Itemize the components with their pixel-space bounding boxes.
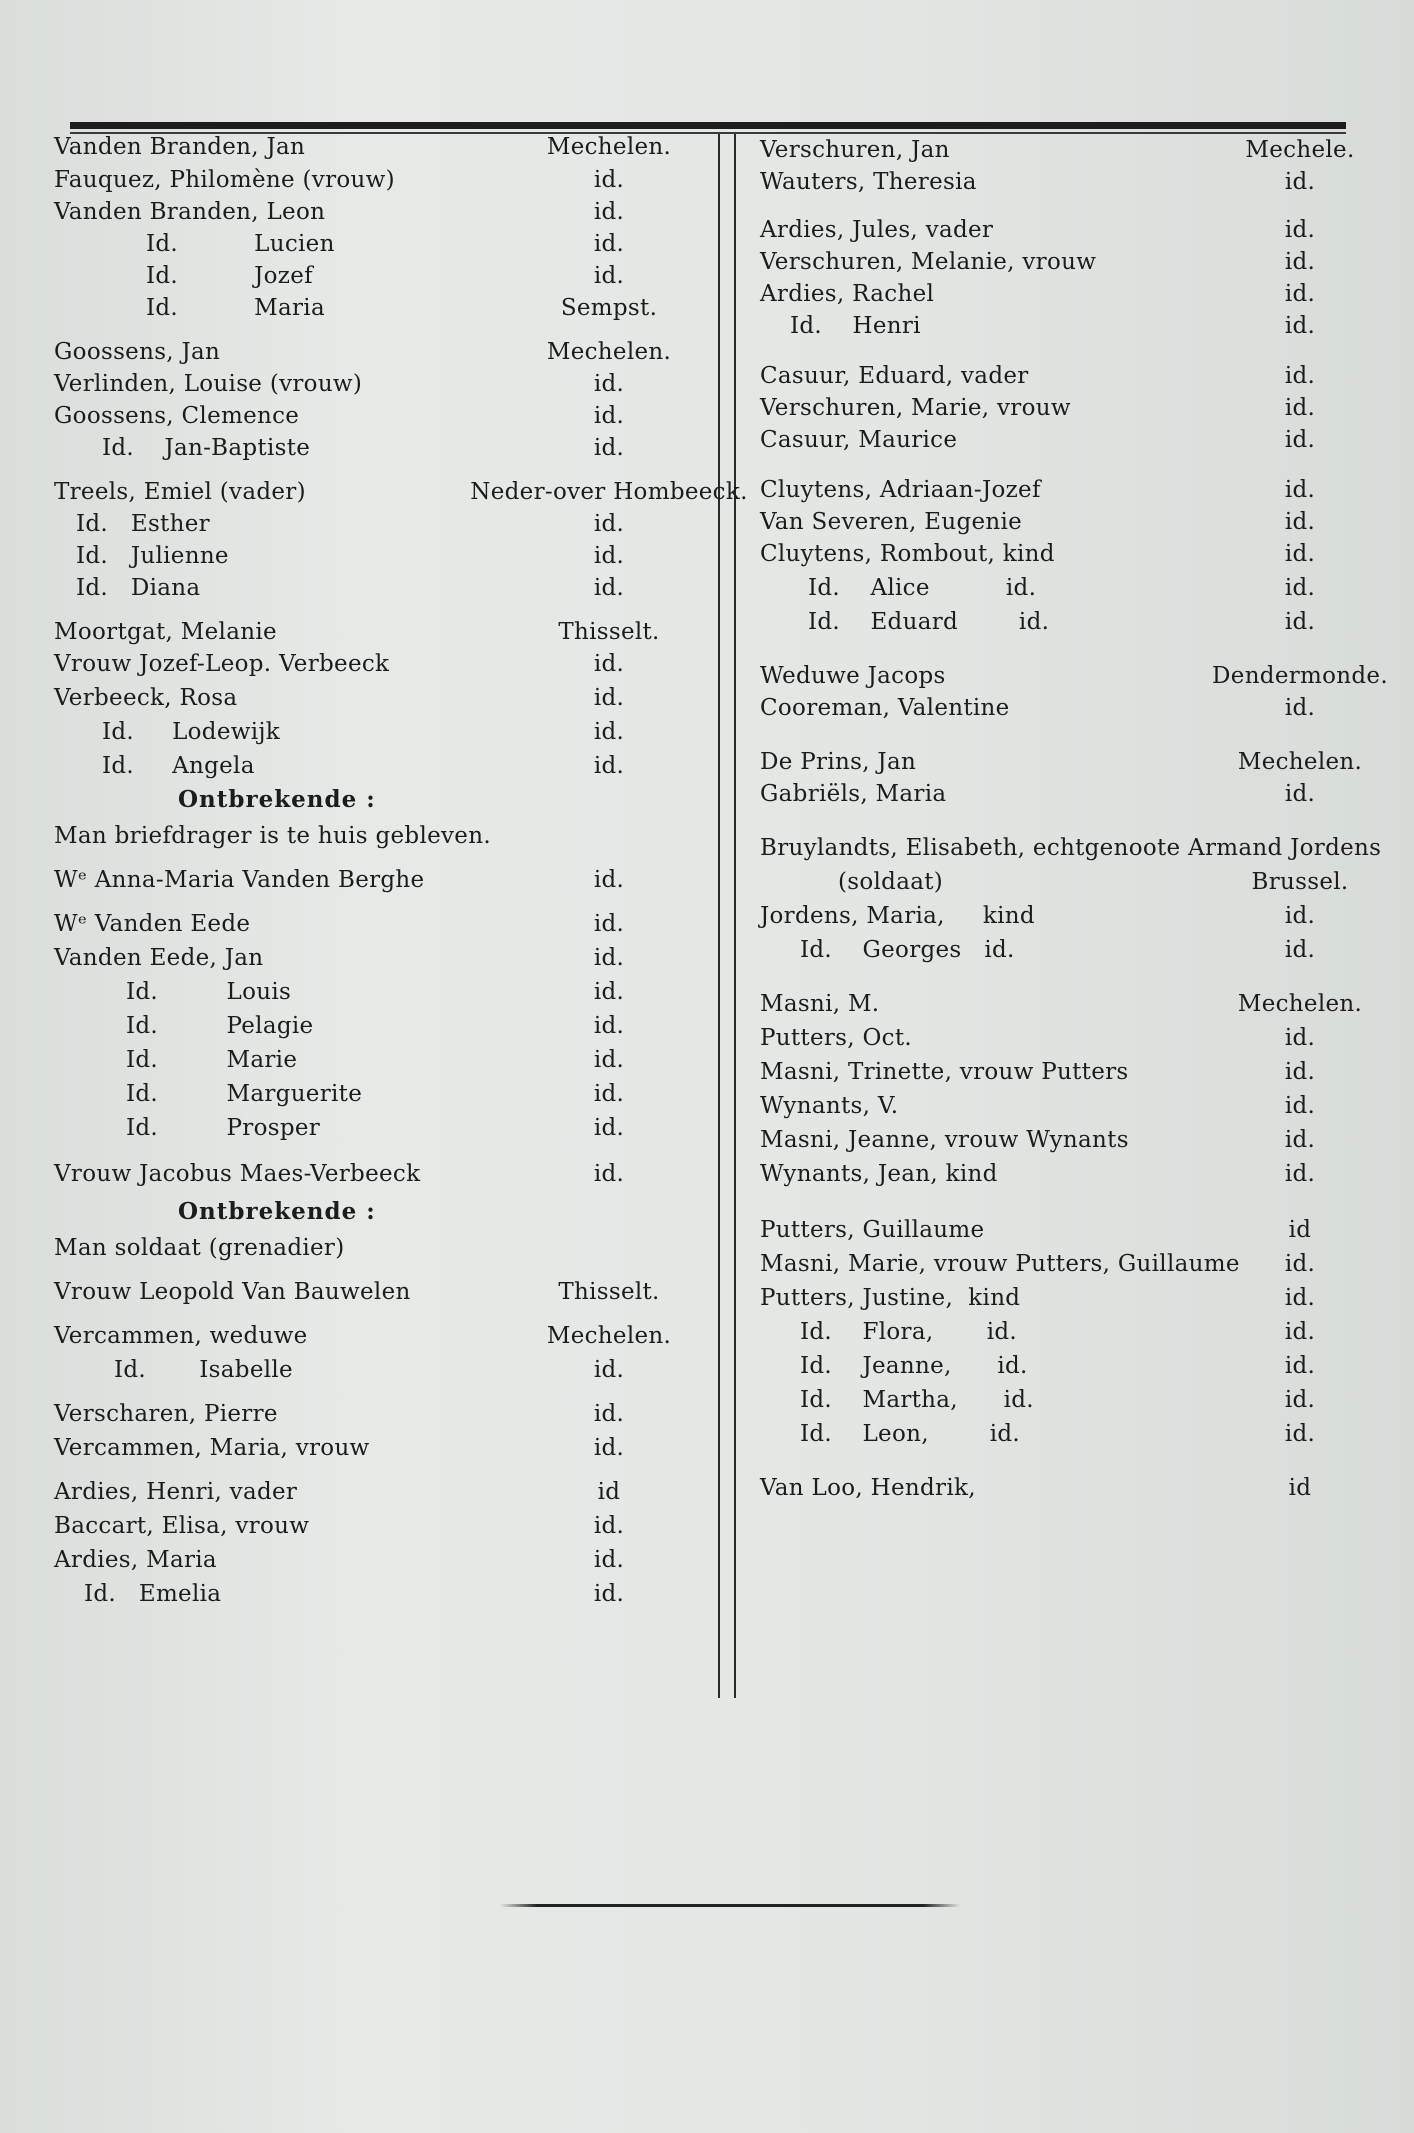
entry-name: Wynants, V.: [760, 1093, 899, 1119]
entry-row: [760, 310, 1380, 342]
entry-place: Mechelen.: [546, 339, 672, 365]
entry-row: [760, 692, 1380, 724]
entry-row: [54, 864, 684, 896]
entry-row: [54, 540, 684, 572]
entry-name: Id. Flora, id.: [800, 1319, 1018, 1345]
entry-name: Wynants, Jean, kind: [760, 1161, 998, 1187]
entry-name: Cluytens, Rombout, kind: [760, 541, 1055, 567]
entry-place: id.: [593, 719, 625, 745]
entry-place: id.: [1284, 695, 1316, 721]
entry-place: id.: [593, 403, 625, 429]
entry-place: id.: [1284, 903, 1316, 929]
entry-place: id.: [1284, 1319, 1316, 1345]
entry-row: [760, 134, 1380, 166]
entry-name: Id. Alice id.: [808, 575, 1037, 601]
entry-row: [54, 1510, 684, 1542]
entry-place: id.: [593, 945, 625, 971]
entry-place: id.: [593, 1513, 625, 1539]
entry-place: id.: [593, 199, 625, 225]
entry-name: Id. Jan-Baptiste: [102, 435, 311, 461]
entry-place: Thisselt.: [558, 619, 660, 645]
entry-place: id.: [1284, 781, 1316, 807]
right-column: [760, 0, 1388, 2133]
entry-place: id.: [1284, 477, 1316, 503]
entry-place: id.: [593, 1357, 625, 1383]
entry-place: id.: [593, 1435, 625, 1461]
entry-name: Putters, Guillaume: [760, 1217, 985, 1243]
entry-place: id.: [593, 435, 625, 461]
entry-name: Ardies, Jules, vader: [760, 217, 994, 243]
entry-row: [760, 1316, 1380, 1348]
entry-name: Goossens, Jan: [54, 339, 221, 365]
entry-name: Id. Isabelle: [114, 1357, 293, 1383]
entry-row: [54, 432, 684, 464]
entry-name: Id. Jeanne, id.: [800, 1353, 1028, 1379]
entry-row: [760, 278, 1380, 310]
entry-place: id.: [593, 1581, 625, 1607]
entry-name: Wᵉ Anna-Maria Vanden Berghe: [54, 867, 425, 893]
left-column: [54, 0, 748, 2133]
entry-place: Mechelen.: [1237, 991, 1363, 1017]
entry-place: id.: [1284, 1161, 1316, 1187]
entry-row: [54, 1158, 684, 1190]
entry-row: [760, 1158, 1380, 1190]
entry-row: [54, 1544, 684, 1576]
entry-row: [760, 1248, 1380, 1280]
entry-place: id.: [1284, 509, 1316, 535]
entry-row: [760, 474, 1380, 506]
entry-place: id.: [1284, 169, 1316, 195]
entry-place: Mechelen.: [1237, 749, 1363, 775]
entry-name: Masni, M.: [760, 991, 880, 1017]
entry-name: Verschuren, Melanie, vrouw: [760, 249, 1097, 275]
entry-place: id.: [593, 753, 625, 779]
entry-place: id.: [593, 867, 625, 893]
entry-row: [760, 1350, 1380, 1382]
entry-place: id.: [593, 651, 625, 677]
entry-place: id: [1288, 1475, 1312, 1501]
entry-row: [760, 1282, 1380, 1314]
entry-place: id.: [593, 1547, 625, 1573]
entry-name: Wᵉ Vanden Eede: [54, 911, 251, 937]
entry-row: [54, 1010, 684, 1042]
entry-row: [760, 424, 1380, 456]
entry-row: [760, 934, 1380, 966]
entry-name: Weduwe Jacops: [760, 663, 946, 689]
entry-row: [760, 1090, 1380, 1122]
entry-name: Masni, Marie, vrouw Putters, Guillaume: [760, 1251, 1240, 1277]
entry-row: [760, 1022, 1380, 1054]
entry-row: [54, 196, 684, 228]
entry-row: [760, 900, 1380, 932]
entry-name: (soldaat): [838, 869, 944, 895]
entry-name: Id. Lodewijk: [102, 719, 281, 745]
entry-place: Mechelen.: [546, 134, 672, 160]
entry-row: [54, 648, 684, 680]
entry-name: Id. Martha, id.: [800, 1387, 1034, 1413]
entry-place: id.: [593, 1161, 625, 1187]
entry-place: id.: [1284, 1421, 1316, 1447]
entry-row: [760, 360, 1380, 392]
entry-place: id.: [1284, 937, 1316, 963]
entry-name: Id. Esther: [76, 511, 210, 537]
entry-place: id.: [1284, 1059, 1316, 1085]
entry-name: Vrouw Leopold Van Bauwelen: [54, 1279, 411, 1305]
entry-place: Brussel.: [1251, 869, 1349, 895]
entry-row: [54, 1078, 684, 1110]
entry-place: id.: [1284, 427, 1316, 453]
entry-place: Neder-over Hombeeck.: [470, 479, 748, 505]
entry-name: Id. Leon, id.: [800, 1421, 1020, 1447]
entry-row: [54, 1398, 684, 1430]
entry-name: Van Loo, Hendrik,: [760, 1475, 976, 1501]
entry-place: id.: [593, 511, 625, 537]
entry-name: Id. Eduard id.: [808, 609, 1050, 635]
entry-place: id.: [1284, 363, 1316, 389]
entry-row: [760, 1124, 1380, 1156]
entry-name: Moortgat, Melanie: [54, 619, 277, 645]
entry-name: Id. Henri: [790, 313, 921, 339]
entry-row: [54, 1354, 684, 1386]
entry-row: [760, 746, 1380, 778]
entry-name: Vanden Branden, Leon: [54, 199, 326, 225]
entry-place: id.: [1284, 395, 1316, 421]
entry-row: [760, 538, 1380, 570]
entry-name: Id. Julienne: [76, 543, 229, 569]
entry-place: id.: [593, 371, 625, 397]
entry-row: [760, 1056, 1380, 1088]
entry-name: Masni, Jeanne, vrouw Wynants: [760, 1127, 1129, 1153]
entry-name: De Prins, Jan: [760, 749, 917, 775]
entry-name: Casuur, Eduard, vader: [760, 363, 1029, 389]
entry-name: Id. Jozef: [146, 263, 313, 289]
entry-name: Vanden Branden, Jan: [54, 134, 306, 160]
entry-name: Jordens, Maria, kind: [760, 903, 1035, 929]
entry-row: [760, 1384, 1380, 1416]
entry-row: [54, 750, 684, 782]
entry-name: Id. Emelia: [84, 1581, 222, 1607]
entry-name: Goossens, Clemence: [54, 403, 300, 429]
entry-place: id.: [593, 263, 625, 289]
entry-name: Id. Georges id.: [800, 937, 1015, 963]
entry-row: [760, 660, 1388, 692]
entry-name: Ardies, Henri, vader: [54, 1479, 298, 1505]
entry-row: [54, 164, 684, 196]
entry-name: Man briefdrager is te huis gebleven.: [54, 823, 491, 849]
entry-name: Id. Pelagie: [126, 1013, 314, 1039]
entry-name: Van Severen, Eugenie: [760, 509, 1023, 535]
entry-name: Id. Diana: [76, 575, 201, 601]
entry-name: Verlinden, Louise (vrouw): [54, 371, 363, 397]
entry-place: id.: [593, 543, 625, 569]
entry-row: [760, 246, 1380, 278]
entry-row: [760, 1418, 1380, 1450]
entry-place: id.: [1284, 1387, 1316, 1413]
entry-name: Id. Maria: [146, 295, 325, 321]
entry-place: Sempst.: [560, 295, 658, 321]
entry-name: Cooreman, Valentine: [760, 695, 1010, 721]
entry-row: [54, 1432, 684, 1464]
entry-row: [54, 820, 684, 852]
entry-name: Verschuren, Marie, vrouw: [760, 395, 1071, 421]
entry-row: [760, 166, 1380, 198]
entry-name: Id. Marguerite: [126, 1081, 363, 1107]
entry-place: id.: [593, 1115, 625, 1141]
entry-row: [54, 1276, 684, 1308]
entry-place: id.: [1284, 1127, 1316, 1153]
entry-row: [54, 476, 748, 508]
entry-row: [760, 572, 1380, 604]
entry-place: Dendermonde.: [1212, 663, 1388, 689]
entry-place: id.: [1284, 1285, 1316, 1311]
entry-name: Id. Prosper: [126, 1115, 321, 1141]
entry-row: [760, 1214, 1380, 1246]
entry-place: id.: [593, 1401, 625, 1427]
entry-row: [54, 716, 684, 748]
entry-place: Thisselt.: [558, 1279, 660, 1305]
entry-name: Id. Marie: [126, 1047, 298, 1073]
entry-row: [54, 1578, 684, 1610]
entry-row: [54, 572, 684, 604]
entry-place: id.: [1284, 1353, 1316, 1379]
entry-row: [760, 506, 1380, 538]
entry-row: [760, 988, 1380, 1020]
entry-row: [760, 606, 1380, 638]
entry-row: [54, 368, 684, 400]
entry-place: Mechele.: [1245, 137, 1355, 163]
entry-name: Verscharen, Pierre: [54, 1401, 278, 1427]
entry-name: Vercammen, Maria, vrouw: [54, 1435, 370, 1461]
entry-place: Mechelen.: [546, 1323, 672, 1349]
entry-name: Casuur, Maurice: [760, 427, 958, 453]
entry-place: id.: [593, 1081, 625, 1107]
entry-name: Fauquez, Philomène (vrouw): [54, 167, 395, 193]
entry-row: [54, 260, 684, 292]
entry-row: [54, 400, 684, 432]
entry-name: Id. Louis: [126, 979, 292, 1005]
entry-name: Man soldaat (grenadier): [54, 1235, 345, 1261]
entry-name: Id. Lucien: [146, 231, 335, 257]
entry-name: Verbeeck, Rosa: [54, 685, 238, 711]
entry-place: id.: [593, 167, 625, 193]
entry-name: Wauters, Theresia: [760, 169, 977, 195]
entry-place: id.: [1284, 541, 1316, 567]
entry-row: [54, 292, 684, 324]
entry-place: id.: [1284, 1251, 1316, 1277]
entry-name: Masni, Trinette, vrouw Putters: [760, 1059, 1129, 1085]
entry-place: id.: [1284, 313, 1316, 339]
entry-row: [760, 392, 1380, 424]
entry-place: id.: [593, 979, 625, 1005]
entry-place: id.: [593, 575, 625, 601]
entry-name: Id. Angela: [102, 753, 255, 779]
entry-name: Vanden Eede, Jan: [54, 945, 264, 971]
column-divider-right: [734, 134, 736, 1698]
entry-place: id.: [593, 231, 625, 257]
entry-row: [54, 336, 684, 368]
entry-place: id.: [593, 1013, 625, 1039]
entry-name: Putters, Oct.: [760, 1025, 912, 1051]
entry-row: [760, 214, 1380, 246]
entry-name: Baccart, Elisa, vrouw: [54, 1513, 310, 1539]
entry-row: [54, 228, 684, 260]
entry-place: id.: [593, 911, 625, 937]
entry-place: id.: [593, 685, 625, 711]
entry-row: [54, 976, 684, 1008]
entry-name: Putters, Justine, kind: [760, 1285, 1021, 1311]
entry-row: [760, 832, 1380, 864]
entry-place: id.: [1284, 575, 1316, 601]
entry-place: id.: [1284, 609, 1316, 635]
entry-row: [54, 908, 684, 940]
entry-name: Ardies, Rachel: [760, 281, 935, 307]
entry-name: Vrouw Jozef-Leop. Verbeeck: [54, 651, 390, 677]
entry-name: Ardies, Maria: [54, 1547, 217, 1573]
entry-place: id: [597, 1479, 621, 1505]
entry-row: [760, 778, 1380, 810]
entry-row: [54, 942, 684, 974]
entry-place: id.: [1284, 1093, 1316, 1119]
entry-row: [760, 1472, 1380, 1504]
entry-place: id: [1288, 1217, 1312, 1243]
entry-place: id.: [1284, 281, 1316, 307]
entry-place: id.: [1284, 1025, 1316, 1051]
bottom-rule: [500, 1904, 960, 1907]
section-heading: Ontbrekende :: [178, 1198, 376, 1225]
entry-place: id.: [1284, 217, 1316, 243]
section-heading: Ontbrekende :: [178, 786, 376, 813]
entry-row: [54, 1476, 684, 1508]
entry-row: [54, 682, 684, 714]
entry-name: Bruylandts, Elisabeth, echtgenoote Armand Jordens: [760, 835, 1382, 861]
entry-row: [54, 1320, 684, 1352]
entry-name: Cluytens, Adriaan-Jozef: [760, 477, 1041, 503]
entry-name: Gabriëls, Maria: [760, 781, 947, 807]
entry-place: id.: [593, 1047, 625, 1073]
entry-row: [54, 131, 684, 163]
entry-row: [54, 508, 684, 540]
entry-row: [54, 1232, 684, 1264]
entry-name: Vercammen, weduwe: [54, 1323, 308, 1349]
entry-name: Treels, Emiel (vader): [54, 479, 306, 505]
entry-name: Verschuren, Jan: [760, 137, 950, 163]
entry-row: [54, 616, 684, 648]
entry-name: Vrouw Jacobus Maes-Verbeeck: [54, 1161, 421, 1187]
entry-place: id.: [1284, 249, 1316, 275]
entry-row: [54, 1044, 684, 1076]
entry-row: [760, 866, 1380, 898]
entry-row: [54, 1112, 684, 1144]
column-divider-left: [718, 134, 720, 1698]
